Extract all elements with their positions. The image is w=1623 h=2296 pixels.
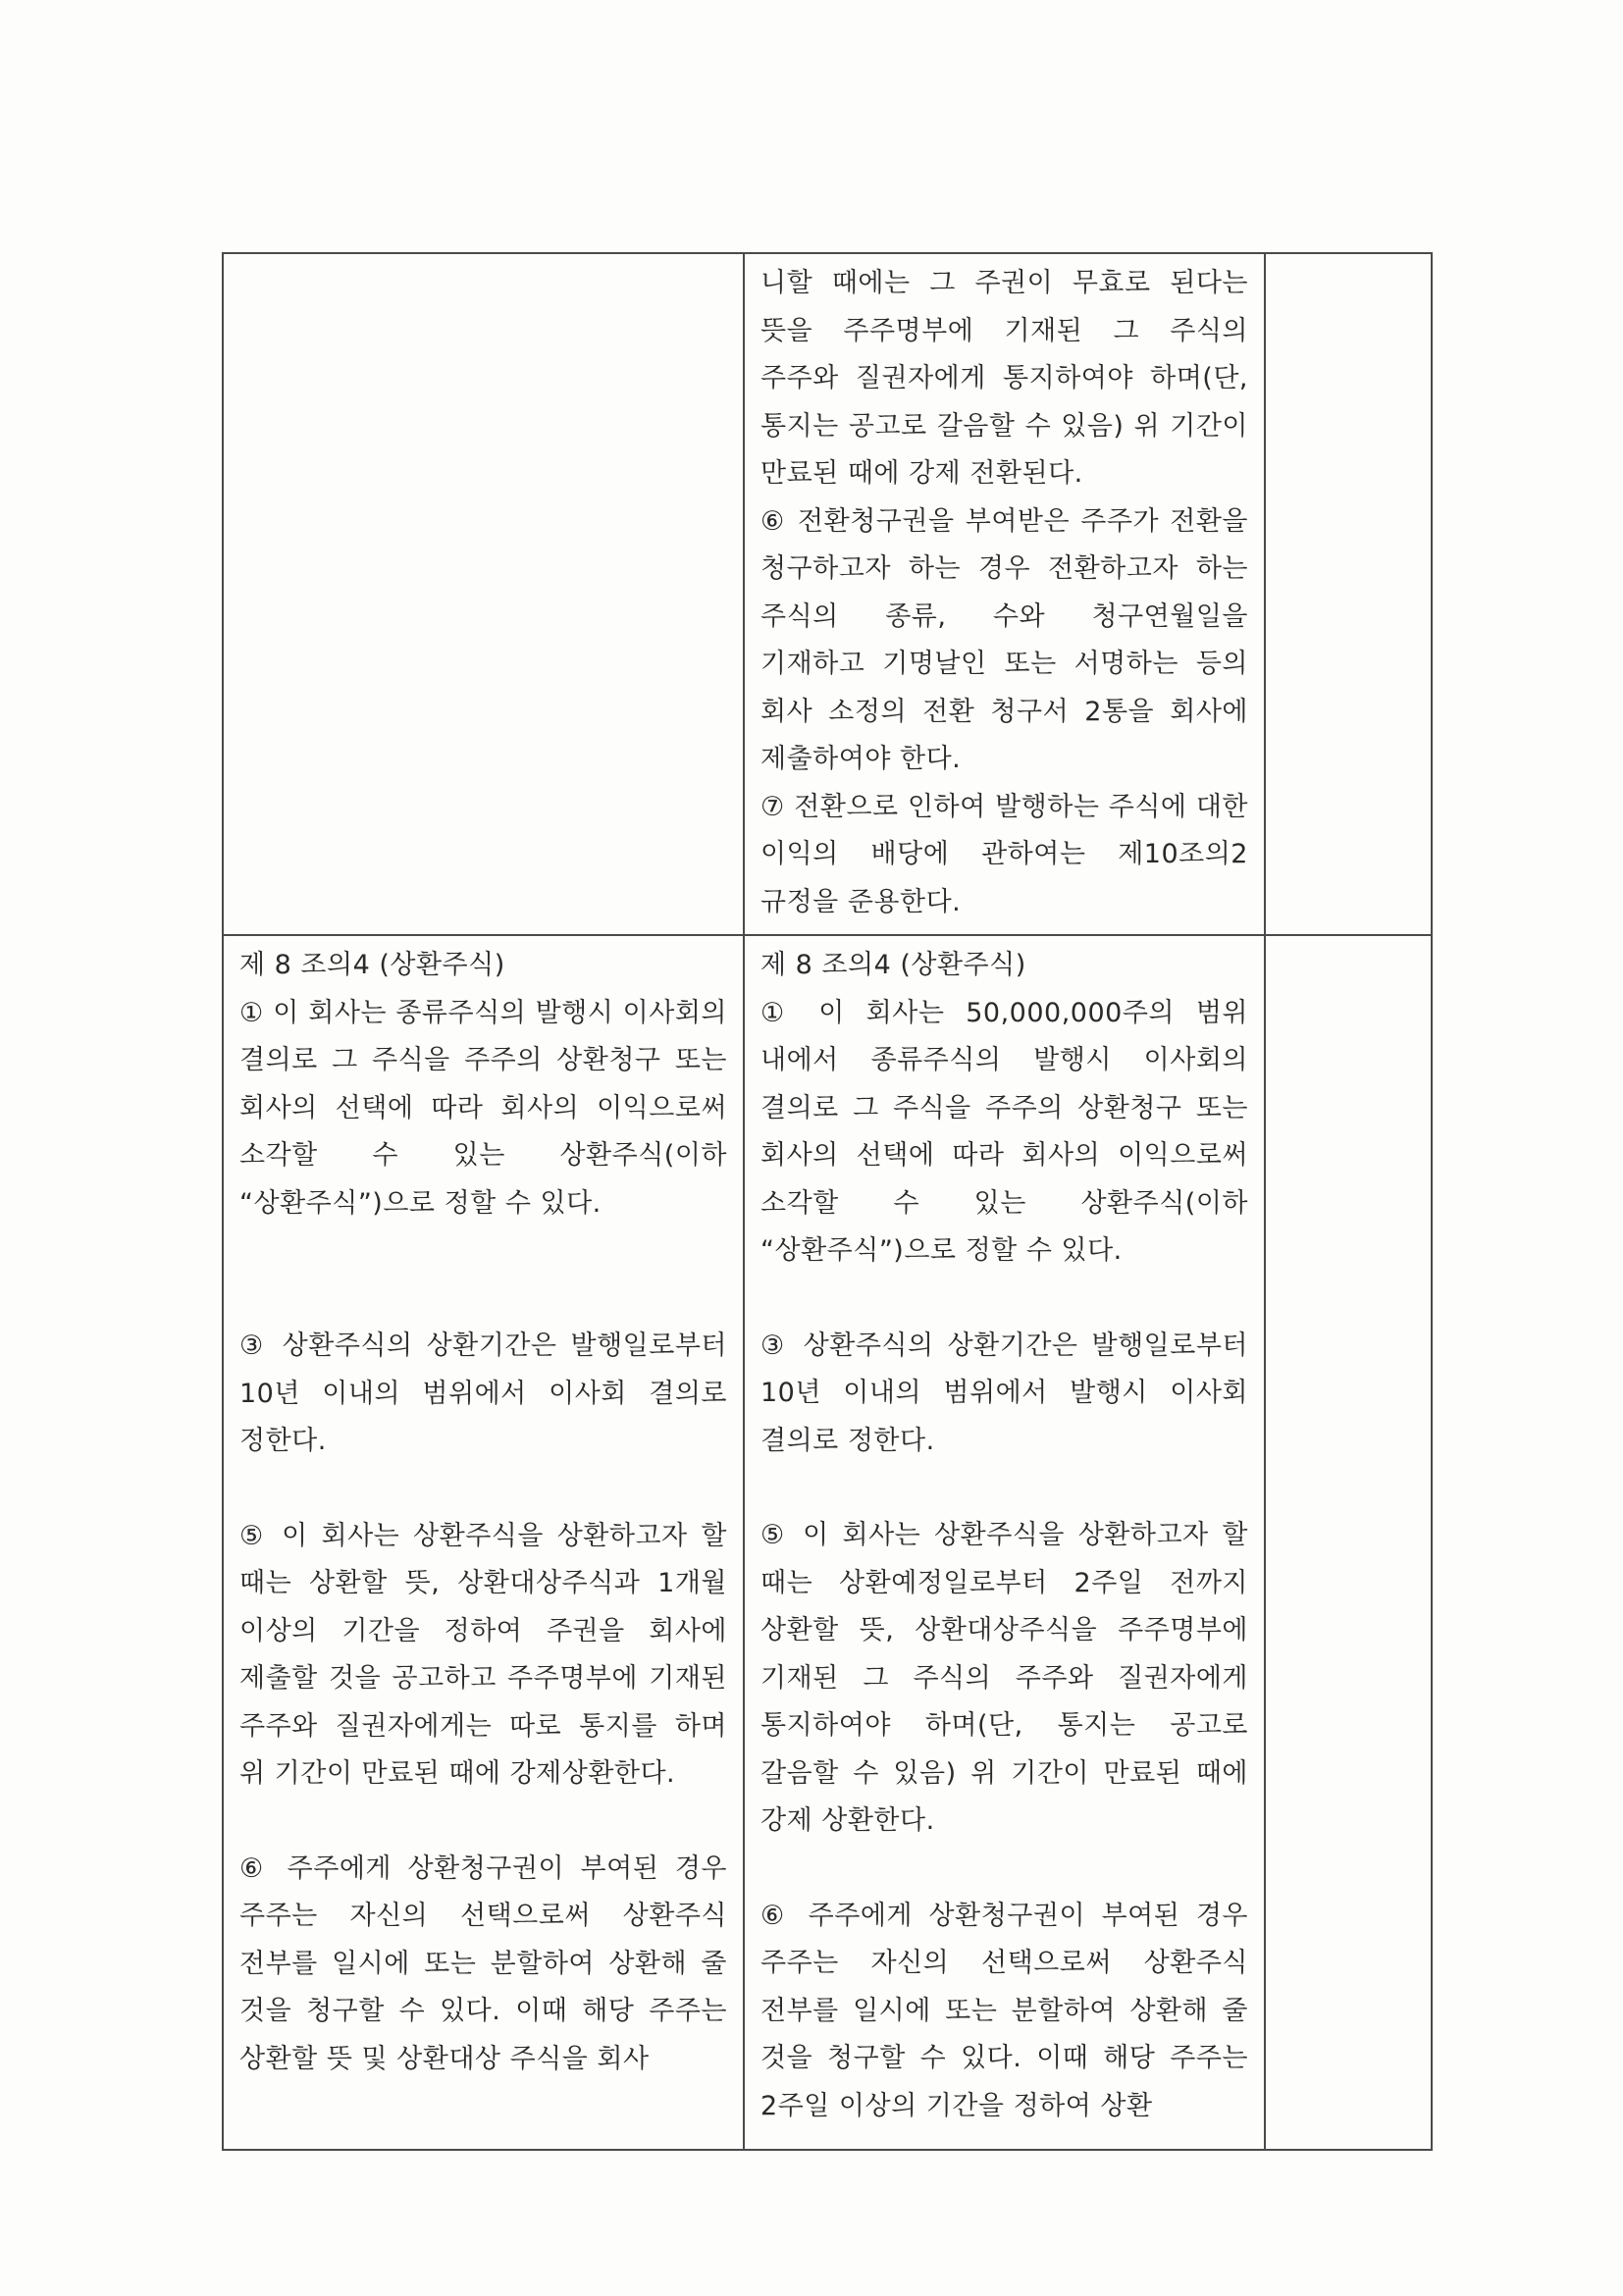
clause-5-redemption-procedure: ⑤ 이 회사는 상환주식을 상환하고자 할 때는 상환예정일로부터 2주일 전까지 상환할 뜻, 상환대상주식을 주주명부에 기재된 그 주식의 주주와 질권자에게 통지하여야 하며(단, 통지는 공고로 갈음할 수 있음) 위 기간이 만료된 때에 강제 상환한다. bbox=[760, 1520, 1248, 1836]
clause-5-redemption-procedure: ⑤ 이 회사는 상환주식을 상환하고자 할 때는 상환할 뜻, 상환대상주식과 1개월 이상의 기간을 정하여 주권을 회사에 제출할 것을 공고하고 주주명부에 기재된 주주와 질권자에게는 따로 통지를 하며 위 기간이 만료된 때에 강제상환한다. bbox=[239, 1520, 727, 1789]
clause-3-redemption-period: ③ 상환주식의 상환기간은 발행일로부터 10년 이내의 범위에서 발행시 이사회 결의로 정한다. bbox=[760, 1330, 1248, 1456]
amended-text-cell bbox=[744, 935, 1265, 2150]
remarks-cell bbox=[1265, 935, 1432, 2150]
table-row bbox=[223, 935, 1432, 2150]
clause-7-conversion-dividend: ⑦ 전환으로 인하여 발행하는 주식에 대한 이익의 배당에 관하여는 제10조의2 규정을 준용한다. bbox=[760, 791, 1248, 917]
article-heading: 제 8 조의4 (상환주식) bbox=[239, 950, 505, 980]
article-heading: 제 8 조의4 (상환주식) bbox=[760, 950, 1026, 980]
current-text-cell bbox=[223, 935, 744, 2150]
remarks-cell bbox=[1265, 253, 1432, 935]
clause-6-redemption-request: ⑥ 주주에게 상환청구권이 부여된 경우 주주는 자신의 선택으로써 상환주식 전부를 일시에 또는 분할하여 상환해 줄 것을 청구할 수 있다. 이때 해당 주주는 상환할 뜻 및 상환대상 주식을 회사 bbox=[239, 1852, 727, 2074]
clause-1-redeemable-shares: ① 이 회사는 종류주식의 발행시 이사회의 결의로 그 주식을 주주의 상환청구 또는 회사의 선택에 따라 회사의 이익으로써 소각할 수 있는 상환주식(이하 “상환주식”)으로 정할 수 있다. bbox=[239, 997, 727, 1219]
current-text-cell bbox=[223, 253, 744, 935]
conversion-notice-continued: 니할 때에는 그 주권이 무효로 된다는 뜻을 주주명부에 기재된 그 주식의 주주와 질권자에게 통지하여야 하며(단, 통지는 공고로 갈음할 수 있음) 위 기간이 만료된 때에 강제 전환된다. bbox=[760, 268, 1248, 489]
clause-3-redemption-period: ③ 상환주식의 상환기간은 발행일로부터 10년 이내의 범위에서 이사회 결의로 정한다. bbox=[239, 1331, 727, 1456]
amendment-comparison-table bbox=[222, 252, 1433, 2151]
clause-6-redemption-request: ⑥ 주주에게 상환청구권이 부여된 경우 주주는 자신의 선택으로써 상환주식 전부를 일시에 또는 분할하여 상환해 줄 것을 청구할 수 있다. 이때 해당 주주는 2주일 이상의 기간을 정하여 상환 bbox=[760, 1900, 1248, 2121]
amended-text-cell bbox=[744, 253, 1265, 935]
clause-1-redeemable-shares: ① 이 회사는 50,000,000주의 범위 내에서 종류주식의 발행시 이사회의 결의로 그 주식을 주주의 상환청구 또는 회사의 선택에 따라 회사의 이익으로써 소각할 수 있는 상환주식(이하 “상환주식”)으로 정할 수 있다. bbox=[760, 997, 1248, 1266]
clause-6-conversion-request: ⑥ 전환청구권을 부여받은 주주가 전환을 청구하고자 하는 경우 전환하고자 하는 주식의 종류, 수와 청구연월일을 기재하고 기명날인 또는 서명하는 등의 회사 소정의 전환 청구서 2통을 회사에 제출하여야 한다. bbox=[760, 505, 1248, 774]
table-row bbox=[223, 253, 1432, 935]
